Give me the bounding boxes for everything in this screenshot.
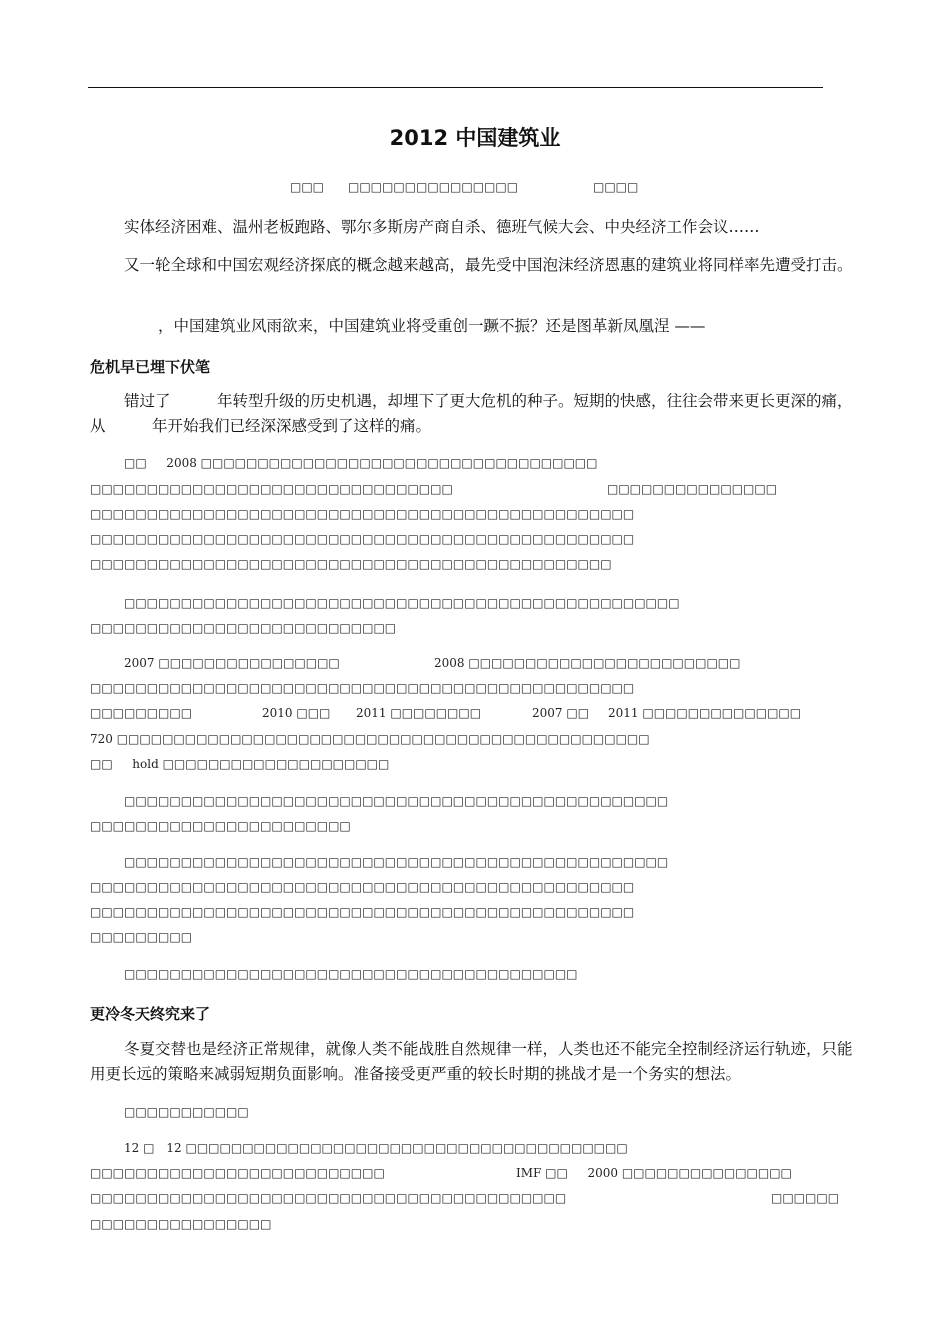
text-line: 2007 □□ — [532, 706, 590, 720]
text-line: □□ hold □□□□□□□□□□□□□□□□□□□□ — [90, 757, 390, 771]
document-title: 2012 中国建筑业 — [389, 126, 561, 150]
section-heading: 更冷冬天终究来了 — [90, 1005, 211, 1023]
text-line: □□□□□□□□□□□□□□□□□□□□□□□□□□□□□□□□□□□□□□□□□□□□□□□□ — [90, 880, 635, 894]
text-line: □□□□□□□□□□□□□□□□□□□□□□□□□□□□□□□□□□□□□□□□□□□□□□□□ — [124, 794, 669, 808]
text-line: □□□□□□□□□□□□□□□□□□□□□□□□□□□□□□□□□□□□□□□□□□□□□□□□ — [90, 507, 635, 521]
text-line: □□□□□□□□□ — [90, 930, 193, 944]
text-line: □□□□□□□□□□□□□□□□□□□□□□□□□□□□□□□□□□□□□□□□□□□□□□ — [90, 557, 612, 571]
text-line: 2011 □□□□□□□□□□□□□□ — [608, 706, 802, 720]
text-line: □□□□□□□□□□□□□□□□□□□□□□□□□□ — [90, 1166, 385, 1180]
text-line: □□□□□□□□□□□□□□□□□□□□□□□ — [90, 819, 351, 833]
text-line: □□□□□□□□□□□□□□□□ — [90, 1217, 272, 1231]
text-line: 720 □□□□□□□□□□□□□□□□□□□□□□□□□□□□□□□□□□□□□□□□□□□□□□□ — [90, 732, 650, 746]
section-paragraph: 冬夏交替也是经济正常规律，就像人类不能战胜自然规律一样，人类也还不能完全控制经济运行轨迹，只能用更长远的策略来减弱短期负面影响。准备接受更严重的较长时期的挑战才是一个务实的想法。 — [90, 1040, 853, 1083]
text-line: 12 □ 12 □□□□□□□□□□□□□□□□□□□□□□□□□□□□□□□□□□□□□□□ — [124, 1141, 628, 1155]
text-line: 2007 □□□□□□□□□□□□□□□□ — [124, 656, 340, 670]
text-line: □□□□□□□□□□□□□□□□□□□□□□□□□□□□□□□□ — [90, 482, 453, 496]
text-line: 2011 □□□□□□□□ — [356, 706, 482, 720]
intro-paragraph: 又一轮全球和中国宏观经济探底的概念越来越高，最先受中国泡沫经济恩惠的建筑业将同样率先遭受打击。 — [124, 256, 853, 274]
text-line: □□□□□□□□□ — [90, 706, 193, 720]
text-line: □□□□□□□□□□□□□□□□□□□□□□□□□□□□□□□□□□□□□□□□□□□□□□□□ — [90, 532, 635, 546]
text-line: □□□□□□ — [771, 1191, 840, 1205]
author-affiliation: □□□□□□□□□□□□□□□ — [348, 180, 519, 194]
intro-paragraph: ，中国建筑业风雨欲来，中国建筑业将受重创一蹶不振？还是图革新凤凰涅 —— — [158, 317, 706, 335]
text-line: □□□□□□□□□□□□□□□ — [607, 482, 778, 496]
text-line: 2008 □□□□□□□□□□□□□□□□□□□□□□□□ — [434, 656, 741, 670]
text-line: □□□□□□□□□□□□□□□□□□□□□□□□□□□□□□□□□□□□□□□□□□□□□□□□□ — [124, 596, 680, 610]
text-line: □□ 2008 □□□□□□□□□□□□□□□□□□□□□□□□□□□□□□□□□□□ — [124, 456, 598, 470]
text-line: □□□□□□□□□□□□□□□□□□□□□□□□□□□ — [90, 621, 397, 635]
intro-paragraph: 实体经济困难、温州老板跑路、鄂尔多斯房产商自杀、德班气候大会、中央经济工作会议…… — [124, 218, 760, 236]
author-name: □□□ — [290, 180, 325, 194]
section-heading: 危机早已埋下伏笔 — [90, 358, 211, 376]
text-line: □□□□□□□□□□□ — [124, 1105, 249, 1119]
author-role: □□□□ — [593, 180, 639, 194]
text-line: □□□□□□□□□□□□□□□□□□□□□□□□□□□□□□□□□□□□□□□□ — [124, 967, 578, 981]
text-line: □□□□□□□□□□□□□□□□□□□□□□□□□□□□□□□□□□□□□□□□□□□□□□□□ — [124, 855, 669, 869]
section-paragraph: 错过了 年转型升级的历史机遇，却埋下了更大危机的种子。短期的快感，往往会带来更长更深的痛，从 年开始我们已经深深感受到了这样的痛。 — [90, 392, 853, 435]
text-line: □□□□□□□□□□□□□□□□□□□□□□□□□□□□□□□□□□□□□□□□□□□□□□□□ — [90, 905, 635, 919]
text-line: IMF □□ 2000 □□□□□□□□□□□□□□□ — [516, 1166, 792, 1180]
text-line: □□□□□□□□□□□□□□□□□□□□□□□□□□□□□□□□□□□□□□□□□□ — [90, 1191, 567, 1205]
header-rule — [88, 87, 823, 88]
text-line: □□□□□□□□□□□□□□□□□□□□□□□□□□□□□□□□□□□□□□□□□□□□□□□□ — [90, 681, 635, 695]
text-line: 2010 □□□ — [262, 706, 331, 720]
